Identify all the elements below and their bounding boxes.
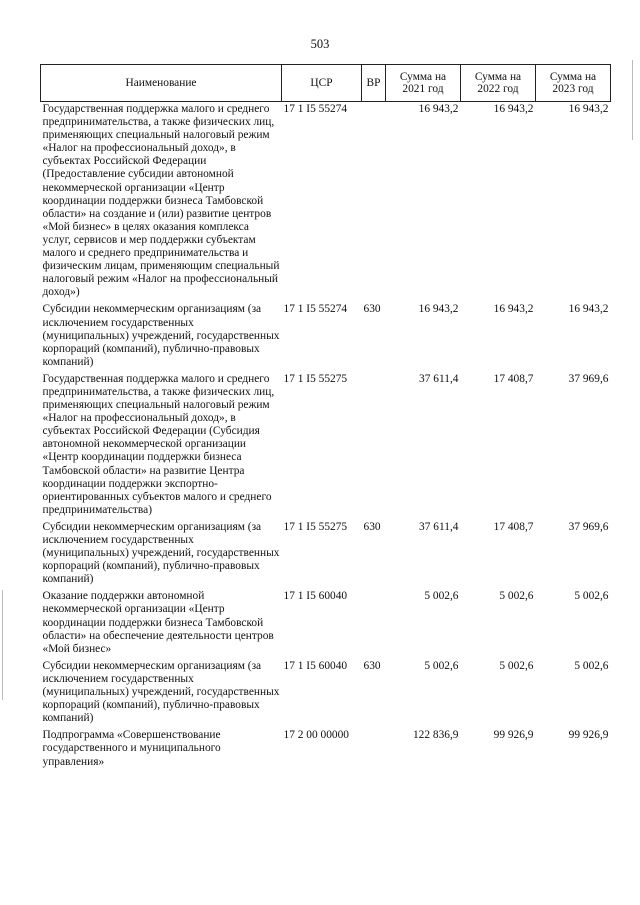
row-sum-2021: 16 943,2	[418, 103, 459, 115]
row-sum-2021: 5 002,6	[424, 590, 459, 603]
row-sum-2022: 16 943,2	[493, 103, 534, 115]
row-sum-2021: 37 611,4	[419, 372, 459, 385]
row-csr: 17 1 I5 55275	[283, 372, 348, 385]
row-sum-2023: 99 926,9	[568, 729, 609, 742]
scan-margin-mark	[632, 60, 633, 140]
row-csr: 17 2 00 00000	[283, 729, 349, 742]
table-row	[41, 660, 611, 729]
table-row	[41, 729, 611, 772]
table-row	[41, 590, 611, 659]
header-sum-2023: Сумма на 2023 год	[536, 65, 611, 102]
row-name: Оказание поддержки автономной некоммерческой организации «Центр координации поддержки бизнеса Тамбовской области» на обеспечение деятельности центров «Мой бизнес»	[42, 590, 274, 655]
header-csr: ЦСР	[282, 65, 362, 102]
row-vr	[362, 729, 386, 772]
row-vr: 630	[363, 303, 381, 316]
header-sum-2022: Сумма на 2022 год	[461, 65, 536, 102]
table-row	[41, 102, 611, 304]
row-name: Субсидии некоммерческим организациям (за исключением государственных (муниципальных) учреждений, государственных корпораций (компаний), публично-правовых компаний)	[42, 659, 280, 725]
row-vr	[362, 102, 386, 304]
row-sum-2023: 16 943,2	[568, 103, 609, 115]
budget-table	[40, 64, 611, 773]
row-csr: 17 1 I5 60040	[283, 590, 348, 603]
row-sum-2022: 16 943,2	[493, 303, 534, 316]
row-sum-2022: 5 002,6	[499, 590, 534, 603]
row-name: Государственная поддержка малого и среднего предпринимательства, а также физических лиц, применяющих специальный налоговый режим «Налог на профессиональный доход», в субъектах Российской Федерации (Предоставление субсидии автономной некоммерческой организации «Центр координации поддержки бизнеса Тамбовской области» на создание и (или) развитие центров «Мой бизнес» в целях оказания комплекса услуг, сервисов и мер поддержки субъектам малого и среднего предпринимательства и физическим лицам, применяющим специальный налоговый режим «Налог на профессиональный доход»)	[42, 103, 280, 299]
row-sum-2022: 17 408,7	[493, 520, 534, 533]
row-csr: 17 1 I5 60040	[283, 659, 348, 672]
row-vr: 630	[363, 520, 381, 533]
row-vr: 630	[363, 659, 381, 672]
row-sum-2021: 37 611,4	[419, 520, 459, 533]
table-row	[41, 373, 611, 521]
row-sum-2022: 99 926,9	[493, 729, 534, 742]
header-name: Наименование	[41, 65, 282, 102]
row-sum-2023: 37 969,6	[568, 520, 609, 533]
row-sum-2021: 16 943,2	[418, 303, 459, 316]
page-number: 503	[310, 37, 330, 51]
row-sum-2021: 5 002,6	[424, 659, 459, 672]
row-sum-2021: 122 836,9	[412, 729, 459, 742]
row-sum-2023: 16 943,2	[568, 303, 609, 316]
table-header-row	[41, 65, 611, 102]
row-sum-2023: 5 002,6	[574, 590, 609, 603]
row-vr	[362, 373, 386, 521]
header-vr: ВР	[362, 65, 386, 102]
table-row	[41, 521, 611, 590]
row-csr: 17 1 I5 55274	[283, 303, 348, 316]
row-vr	[362, 590, 386, 659]
row-name: Субсидии некоммерческим организациям (за исключением государственных (муниципальных) учреждений, государственных корпораций (компаний), публично-правовых компаний)	[42, 303, 280, 368]
row-name: Подпрограмма «Совершенствование государственного и муниципального управления»	[42, 729, 221, 768]
header-sum-2021: Сумма на 2021 год	[386, 65, 461, 102]
table-row	[41, 303, 611, 372]
scan-margin-mark	[2, 590, 3, 700]
row-sum-2022: 5 002,6	[499, 659, 534, 672]
row-name: Субсидии некоммерческим организациям (за исключением государственных (муниципальных) учреждений, государственных корпораций (компаний), публично-правовых компаний)	[42, 520, 280, 586]
row-name: Государственная поддержка малого и среднего предпринимательства, а также физических лиц, применяющих специальный налоговый режим «Налог на профессиональный доход», в субъектах Российской Федерации (Субсидия автономной некоммерческой организации «Центр координации поддержки бизнеса Тамбовской области» на развитие Центра координации поддержки экспортно-ориентированных субъектов малого и среднего предпринимательства)	[42, 372, 275, 516]
row-csr: 17 1 I5 55275	[283, 520, 348, 533]
row-sum-2022: 17 408,7	[493, 372, 534, 385]
row-sum-2023: 5 002,6	[574, 659, 609, 672]
row-csr: 17 1 I5 55274	[283, 103, 348, 115]
row-sum-2023: 37 969,6	[568, 372, 609, 385]
